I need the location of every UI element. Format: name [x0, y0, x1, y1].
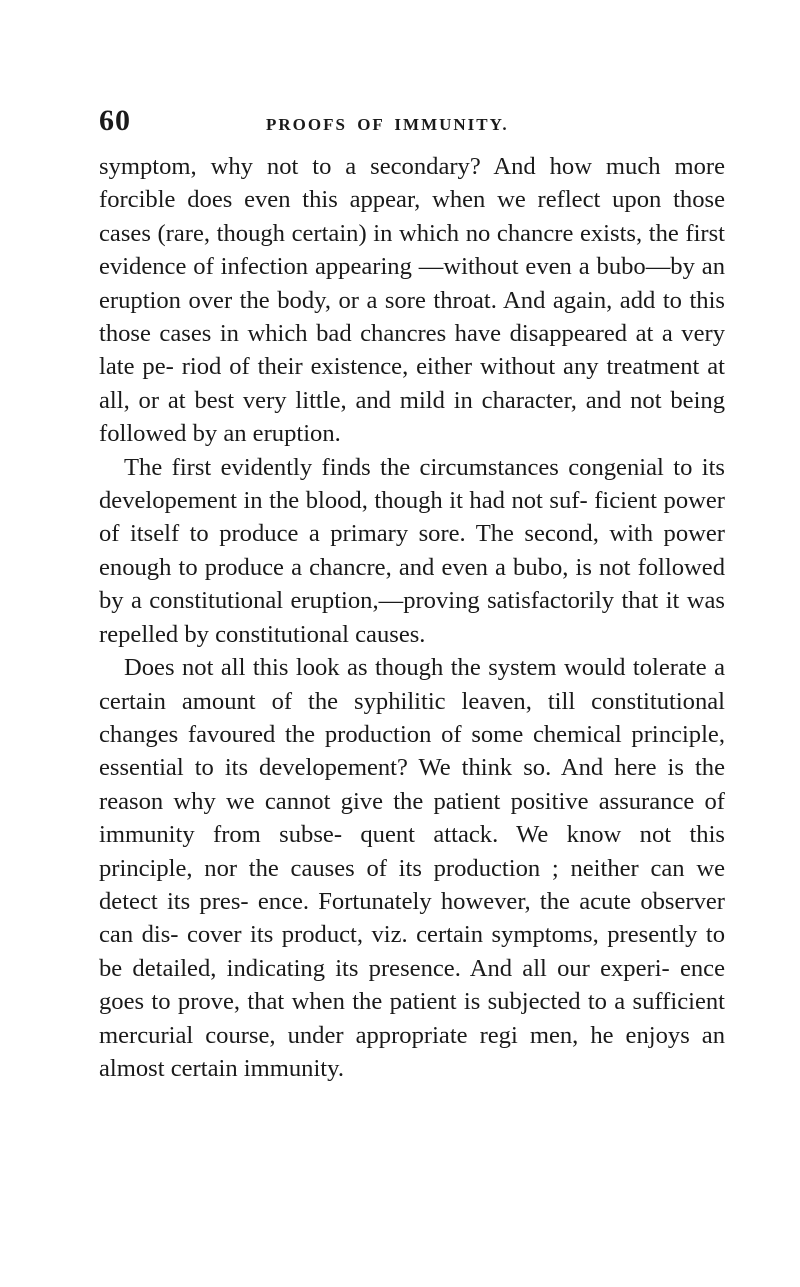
paragraph: The first evidently finds the circumstances congenial to its developement in the blood, though it had not suf- ficient power of itself to produce a primary sore. The second, with power enough to produce a chancre, and even a bubo, is not followed by a constitutional eruption,—proving satisfactorily that it was repelled by constitutional causes.: [99, 453, 725, 648]
running-title: PROOFS OF IMMUNITY.: [266, 115, 509, 134]
paragraph: Does not all this look as though the system would tolerate a certain amount of the syphilitic leaven, till constitutional changes favoured the production of some chemical principle, essential to its developement? We think so. And here is the reason why we cannot give the patient positive assurance of immunity from subse- quent attack. We know not this principle, nor the causes of its production ; neither can we detect its pres- ence. Fortunately however, the acute observer can dis- cover its product, viz. certain symptoms, presently to be detailed, indicating its presence. And all our experi- ence goes to prove, that when the patient is subjected to a sufficient mercurial course, under appropriate regi men, he enjoys an almost certain immunity.: [99, 654, 725, 1082]
page-number: 60: [99, 104, 131, 137]
running-head: [99, 104, 699, 138]
body-text: [99, 150, 725, 1085]
paragraph-continued: symptom, why not to a secondary? And how much more forcible does even this appear, when we reflect upon those cases (rare, though certain) in which no chancre exists, the first evidence of infection appearing —without even a bubo—by an eruption over the body, or a sore throat. And again, add to this those cases in which bad chancres have disappeared at a very late pe- riod of their existence, either without any treatment at all, or at best very little, and mild in character, and not being followed by an eruption.: [99, 153, 725, 448]
